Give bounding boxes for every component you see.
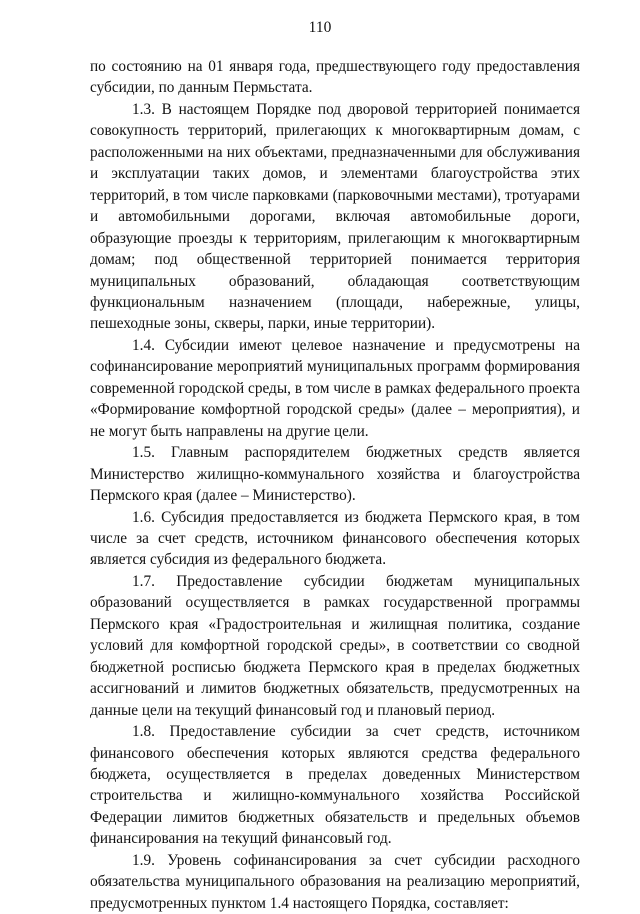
paragraph-continuation: по состоянию на 01 января года, предшествующего году предоставления субсидии, по данным Пермьстата. [90,58,580,97]
paragraph-1-5: 1.5. Главным распорядителем бюджетных средств является Министерство жилищно-коммунального хозяйства и благоустройства Пермского края (далее – Министерство). [90,444,580,505]
paragraph-1-7: 1.7. Предоставление субсидии бюджетам муниципальных образований осуществляется в рамках государственной программы Пермского края «Градостроительная и жилищная политика, создание условий для комфортной городской среды», в соответствии со сводной бюджетной росписью бюджета Пермского края в пределах бюджетных ассигнований и лимитов бюджетных обязательств, предусмотренных на данные цели на текущий финансовый год и плановый период. [90,572,580,719]
paragraph-1-6: 1.6. Субсидия предоставляется из бюджета Пермского края, в том числе за счет средств, источником финансового обеспечения которых является субсидия из федерального бюджета. [90,508,580,569]
document-body [90,56,580,914]
paragraph-1-3: 1.3. В настоящем Порядке под дворовой территорией понимается совокупность территорий, прилегающих к многоквартирным домам, с расположенными на них объектами, предназначенными для обслуживания и эксплуатации таких домов, и элементами благоустройства этих территорий, в том числе парковками (парковочными местами), тротуарами и автомобильными дорогами, включая автомобильные дороги, образующие проезды к территориям, прилегающим к многоквартирным домам; под общественной территорией понимается территория муниципальных образований, обладающая соответствующим функциональным назначением (площади, набережные, улицы, пешеходные зоны, скверы, парки, иные территории). [90,100,580,333]
paragraph-1-9: 1.9. Уровень софинансирования за счет субсидии расходного обязательства муниципального образования на реализацию мероприятий, предусмотренных пунктом 1.4 настоящего Порядка, составляет: [90,851,580,912]
paragraph-1-8: 1.8. Предоставление субсидии за счет средств, источником финансового обеспечения которых являются средства федерального бюджета, осуществляется в пределах доведенных Министерством строительства и жилищно-коммунального хозяйства Российской Федерации лимитов бюджетных обязательств и предельных объемов финансирования на текущий финансовый год. [90,723,580,848]
paragraph-1-4: 1.4. Субсидии имеют целевое назначение и предусмотрены на софинансирование мероприятий муниципальных программ формирования современной городской среды, в том числе в рамках федерального проекта «Формирование комфортной городской среды» (далее – мероприятия), и не могут быть направлены на другие цели. [90,336,580,440]
page-number: 110 [308,19,332,36]
